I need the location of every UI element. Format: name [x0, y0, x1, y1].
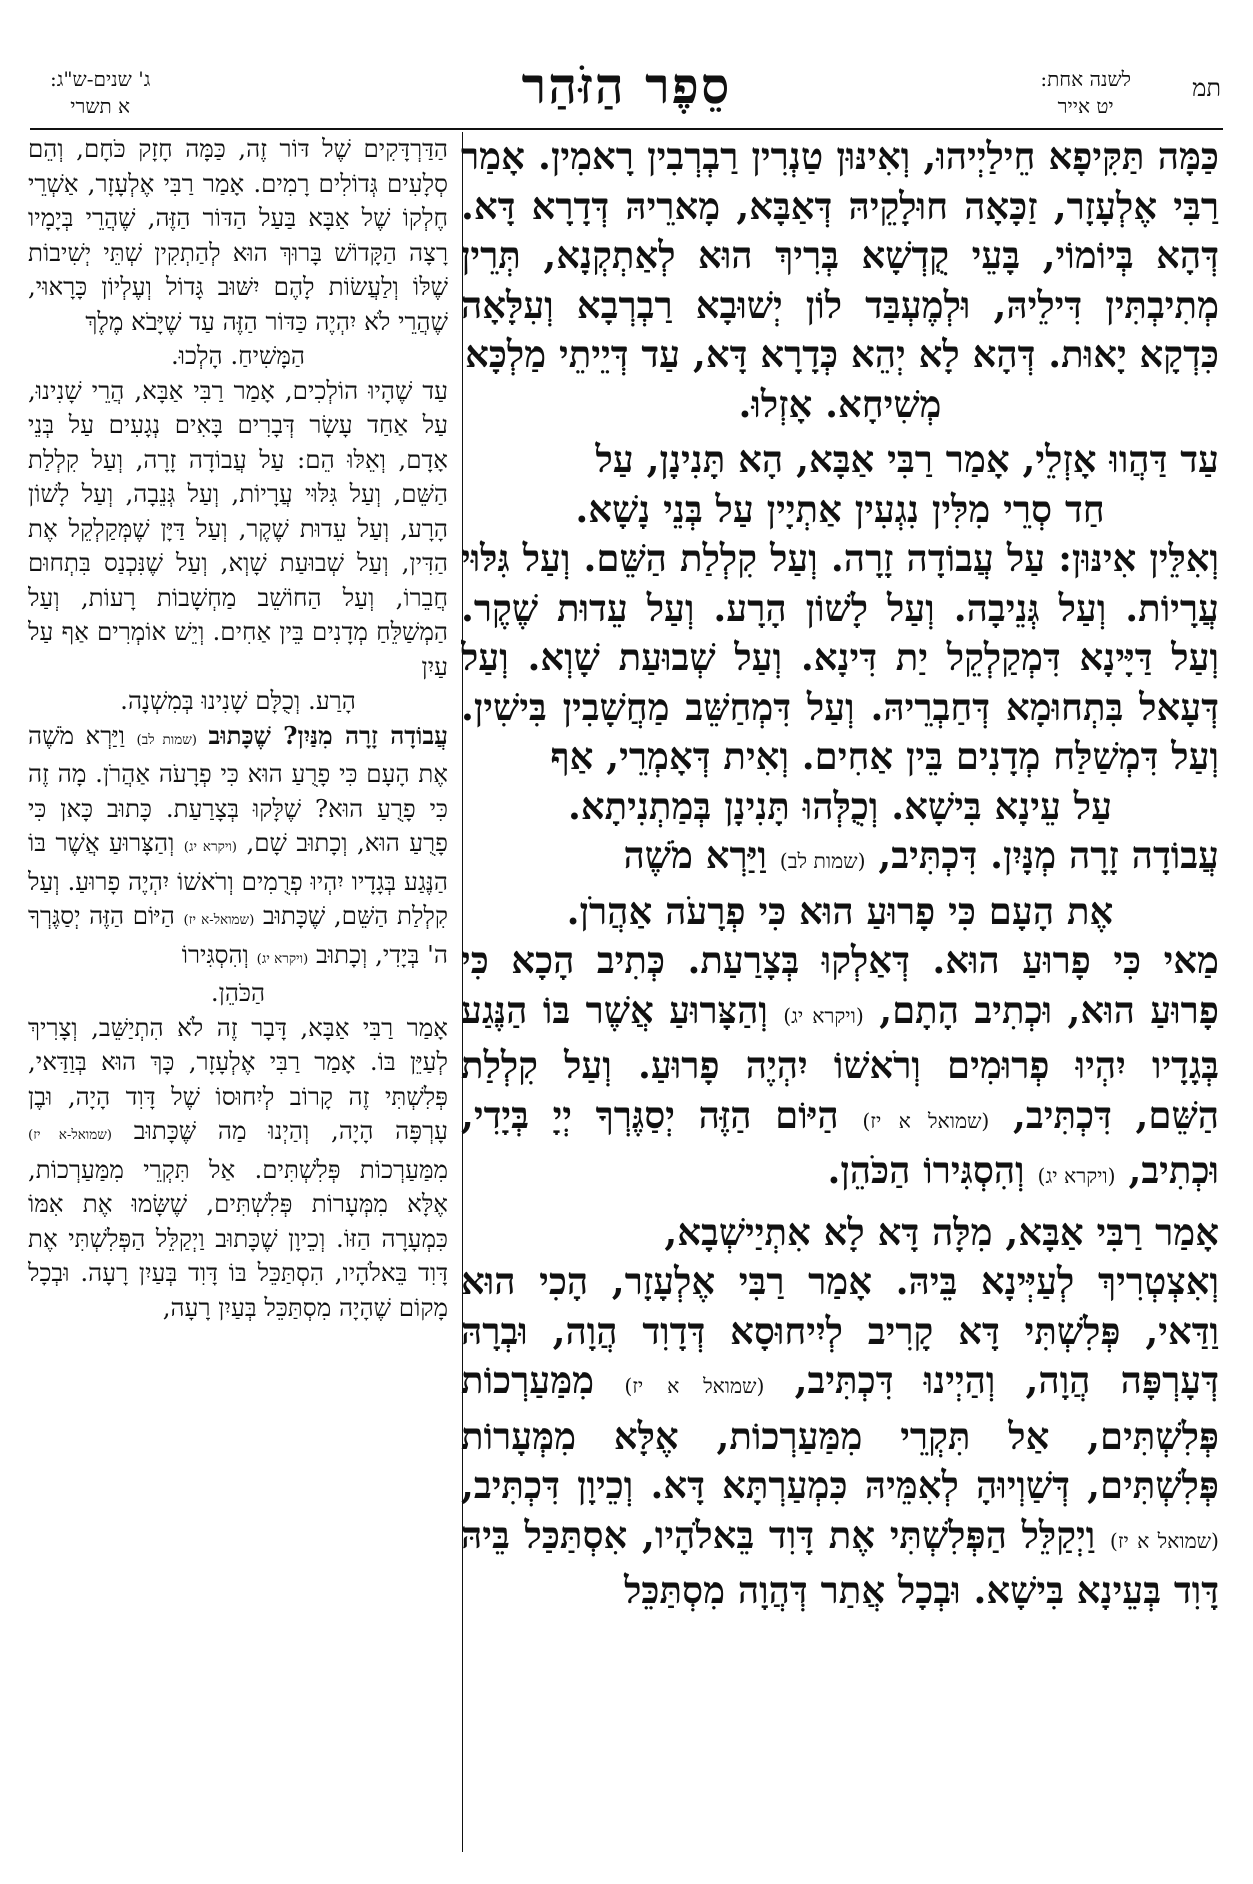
verse-reference: (ויקרא יג) [783, 1003, 864, 1028]
schedule-date: א תשרי [70, 94, 131, 118]
book-title: סֵפֶר הַזֹּהַר [521, 56, 732, 115]
main-text-column [461, 132, 1219, 1867]
translation-paragraph-end: הָרַע. וְכֻלָּם שָׁנִינוּ בְּמִשְׁנָה. [120, 686, 356, 715]
verse-reference: (שמות לב) [136, 731, 197, 748]
main-paragraph: חַד סְרֵי מִלִּין נִגְעִין אַתְיָין עַל בְּנֵי נָשָׁא. [575, 486, 1105, 531]
schedule-label: ג' שנים-ש"ג: [50, 67, 151, 91]
page-header [30, 56, 1223, 122]
schedule-date: יט אייר [1057, 94, 1114, 118]
schedule-label: לשנה אחת: [1040, 67, 1131, 91]
translation-paragraph: אָמַר רַבִּי אַבָּא, דָּבָר זֶה לֹא הִתְיַשֵּׁב, וְצָרִיךְ לְעַיֵּן בּוֹ. אָמַר רַבִּי אֶלְעָזָר, כָּךְ הוּא בְּוַדַּאי, פְּלִשְׁתִּי זֶה קָרוֹב לְיִחוּסוֹ שֶׁל דָּוִד הָיָה, וּבֶן עָרְפָּה הָיָה, וְהַיְנוּ מַה שֶּׁכָּתוּב (שמואל-א יז) מִמַּעַרְכוֹת פְּלִשְׁתִּים. אַל תִּקְרֵי מִמַּעַרְכוֹת, אֶלָּא מִמְּעָרוֹת פְּלִשְׁתִּים, שֶׁשָּׂמוּ אֶת אִמּוֹ כִּמְעָרָה הַזּוֹ. וְכֵיוָן שֶׁכָּתוּב וַיְקַלֵּל הַפְּלִשְׁתִּי אֶת דָּוִד בֵּאלֹהָיו, הִסְתַּכֵּל בּוֹ דָּוִד בְּעַיִן רָעָה. וּבְכָל מָקוֹם שֶׁהָיָה מִסְתַּכֵּל בְּעַיִן רָעָה, [28, 1012, 448, 1322]
main-paragraph: אָמַר רַבִּי אַבָּא, מִלָּה דָּא לָא אִתְיַישְׁבָא, [664, 1209, 1219, 1254]
translation-paragraph-end: הַכֹּהֵן. [210, 978, 266, 1007]
verse-reference: (שמואל א יז) [1109, 1528, 1219, 1553]
verse-reference: (שמואל א יז) [624, 1374, 765, 1398]
verse-reference: (שמואל א יז) [862, 1108, 990, 1133]
verse-reference: (ויקרא יג) [256, 950, 309, 967]
verse-reference: (שמואל-א יז) [183, 912, 255, 928]
translation-paragraph: הַדַּרְדָּקִים שֶׁל דּוֹר זֶה, כַּמָּה חָזָק כֹּחָם, וְהֵם סְלָעִים גְּדוֹלִים רָמִים. אָמַר רַבִּי אֶלְעָזָר, אַשְׁרֵי חֶלְקוֹ שֶׁל אַבָּא בַּעַל הַדּוֹר הַזֶּה, שֶׁהֲרֵי בְּיָמָיו רָצָה הַקָּדוֹשׁ בָּרוּךְ הוּא לְהַתְקִין שְׁתֵּי יְשִׁיבוֹת שֶׁלּוֹ וְלַעֲשׂוֹת לָהֶם יִשּׁוּב גָּדוֹל וְעֶלְיוֹן כָּרָאוּי, שֶׁהֲרֵי לֹא יִהְיֶה כַּדּוֹר הַזֶּה עַד שֶׁיָּבֹא מֶלֶךְ [28, 134, 448, 336]
verse-reference: (ויקרא יג) [1037, 1164, 1116, 1188]
translation-paragraph-end: הַמָּשִׁיחַ. הָלְכוּ. [170, 341, 306, 370]
main-paragraph: עֲבוֹדָה זָרָה מְנָּיִן. דִּכְתִּיב, (שמות לב) וַיַּרְא מֹשֶׁה [623, 833, 1219, 877]
main-paragraph: מַאי כִּי פָרוּעַ הוּא. דְּאַלְקוּ בְּצָרַעַת. כְּתִיב הָכָא כִּי פָרוּעַ הוּא, וּכְתִיב הָתָם, (ויקרא יג) וְהַצָּרוּעַ אֲשֶׁר בּוֹ הַנֶּגַע בְּגָדָיו יִהְיוּ פְרוּמִים וְרֹאשׁוֹ יִהְיֶה פָרוּעַ. וְעַל קִלְלַת הַשֵּׁם, דִּכְתִּיב, (שמואל א יז) הַיּוֹם הַזֶּה יְסַגֶּרְךָ יְיָ בְּיָדִי, וּכְתִיב, (ויקרא יג) וְהִסְגִּירוֹ הַכֹּהֵן. [461, 938, 1219, 1192]
main-paragraph: עַל עֵינָא בִּישָׁא. וְכֻלְּהוּ תָּנִינָן בְּמַתְנִיתָא. [567, 783, 1113, 828]
study-schedule-three-years [50, 66, 150, 120]
verse-reference: (ויקרא יג) [183, 839, 238, 855]
main-paragraph: וְאִלֵּין אִינּוּן: עַל עֲבוֹדָה זָרָה. וְעַל קִלְלַת הַשֵּׁם. וְעַל גִּלּוּי עֲרָיוֹת. וְעַל גְּנֵיבָה. וְעַל לָשׁוֹן הָרָע. וְעַל עֵדוּת שֶׁקֶר. וְעַל דַּיָּינָא דִּמְקַלְקֵל יַת דִּינָא. וְעַל שְׁבוּעַת שָׁוְא. וְעַל דְּעָאל בִּתְחוּמָא דְּחַבְרֵיהּ. וְעַל דִּמְחַשֵּׁב מַחֲשָׁבִין בִּישִׁין. וְעַל דִּמְשַׁלַּח מְדָנִים בֵּין אַחִים. וְאִית דְּאָמְרֵי, אַף [461, 536, 1219, 778]
verse-reference: (שמואל-א יז) [28, 1127, 113, 1143]
main-paragraph-end: מְשִׁיחָא. אָזְלוּ. [738, 381, 942, 426]
page-number: תמ [1192, 74, 1221, 102]
main-paragraph: עַד דַּהֲווּ אָזְלֵי, אָמַר רַבִּי אַבָּא, הָא תָּנִינָן, עַל [595, 437, 1219, 481]
translation-column [28, 132, 448, 1867]
main-paragraph: כַּמָּה תַּקִּיפָא חֵילַיְיהוּ, וְאִינּוּן טַנְרִין רַבְרְבִין רָאמִין. אָמַר רַבִּי אֶלְעָזָר, זַכָּאָה חוּלָקֵיהּ דְּאַבָּא, מָארֵיהּ דְּדָרָא דָּא. דְּהָא בְּיוֹמוֹי, בָּעֵי קֻדְשָׁא בְּרִיךְ הוּא לְאַתְקְנָא, תְּרֵין מְתִיבְתִּין דִּילֵיהּ, וּלְמֶעְבַּד לוֹן יְשׁוּבָא רַבְרְבָא וְעִלָּאָה כִּדְקָא יָאוּת. דְּהָא לָא יְהֵא כְּדָרָא דָּא, עַד דְּיֵיתֵי מַלְכָּא [461, 134, 1219, 376]
main-paragraph: אֶת הָעָם כִּי פָרוּעַ הוּא כִּי פְרָעֹה אַהֲרֹן. [566, 888, 1114, 933]
verse-reference: (שמות לב) [779, 849, 866, 873]
translation-paragraph: עֲבוֹדָה זָרָה מִנַּיִן? שֶׁכָּתוּב (שמות לב) וַיַּרְא מֹשֶׁה אֶת הָעָם כִּי פָרֻעַ הוּא כִּי פְרָעֹה אַהֲרֹן. מָה זֶה כִּי פָרֻעַ הוּא? שֶׁלָּקוּ בְּצָרַעַת. כָּתוּב כָּאן כִּי פָרֻעַ הוּא, וְכָתוּב שָׁם, (ויקרא יג) וְהַצָּרוּעַ אֲשֶׁר בּוֹ הַנֶּגַע בְּגָדָיו יִהְיוּ פְרֻמִים וְרֹאשׁוֹ יִהְיֶה פָרוּעַ. וְעַל קִלְלַת הַשֵּׁם, שֶׁכָּתוּב (שמואל-א יז) הַיּוֹם הַזֶּה יְסַגֶּרְךָ ה' בְּיָדִי, וְכָתוּב (ויקרא יג) וְהִסְגִּירוֹ [28, 720, 448, 969]
main-paragraph: וְאִצְטְרִיךְ לְעַיְּינָא בֵּיהּ. אָמַר רַבִּי אֶלְעָזָר, הָכִי הוּא וַדַּאי, פְּלִשְׁתִּי דָּא קָרִיב לְיִיחוּסָא דְּדָוִד הֲוָה, וּבְרָהּ דְּעָרְפָּה הֲוָה, וְהַיְינוּ דִּכְתִּיב, (שמואל א יז) מִמַּעַרְכוֹת פְּלִשְׁתִּים, אַל תִּקְרֵי מִמַּעַרְכוֹת, אֶלָּא מִמְּעָרוֹת פְּלִשְׁתִּים, דְּשַׁוְיוּהָ לְאִמֵּיהּ כִּמְעַרְתָּא דָּא. וְכֵיוָן דִּכְתִּיב, (שמואל א יז) וַיְקַלֵּל הַפְּלִשְׁתִּי אֶת דָּוִד בֵּאלֹהָיו, אִסְתַּכַּל בֵּיהּ דָּוִד בְּעֵינָא בִּישָׁא. וּבְכָל אֲתַר דְּהֲוָה מִסְתַּכֵּל [461, 1259, 1219, 1612]
translation-paragraph: עַד שֶׁהָיוּ הוֹלְכִים, אָמַר רַבִּי אַבָּא, הֲרֵי שָׁנִינוּ, עַל אַחַד עָשָׂר דְּבָרִים בָּאִים נְגָעִים עַל בְּנֵי אָדָם, וְאֵלּוּ הֵם: עַל עֲבוֹדָה זָרָה, וְעַל קִלְלַת הַשֵּׁם, וְעַל גִּלּוּי עֲרָיוֹת, וְעַל גְּנֵבָה, וְעַל לָשׁוֹן הָרָע, וְעַל עֵדוּת שֶׁקֶר, וְעַל דַּיָּן שֶׁמְּקַלְקֵל אֶת הַדִּין, וְעַל שְׁבוּעַת שָׁוְא, וְעַל שֶׁנִּכְנַס בִּתְחוּם חֲבֵרוֹ, וְעַל הַחוֹשֵׁב מַחְשָׁבוֹת רָעוֹת, וְעַל הַמְשַׁלֵּחַ מְדָנִים בֵּין אַחִים. וְיֵשׁ אוֹמְרִים אַף עַל עַיִן [28, 375, 448, 681]
header-divider [30, 128, 1223, 130]
